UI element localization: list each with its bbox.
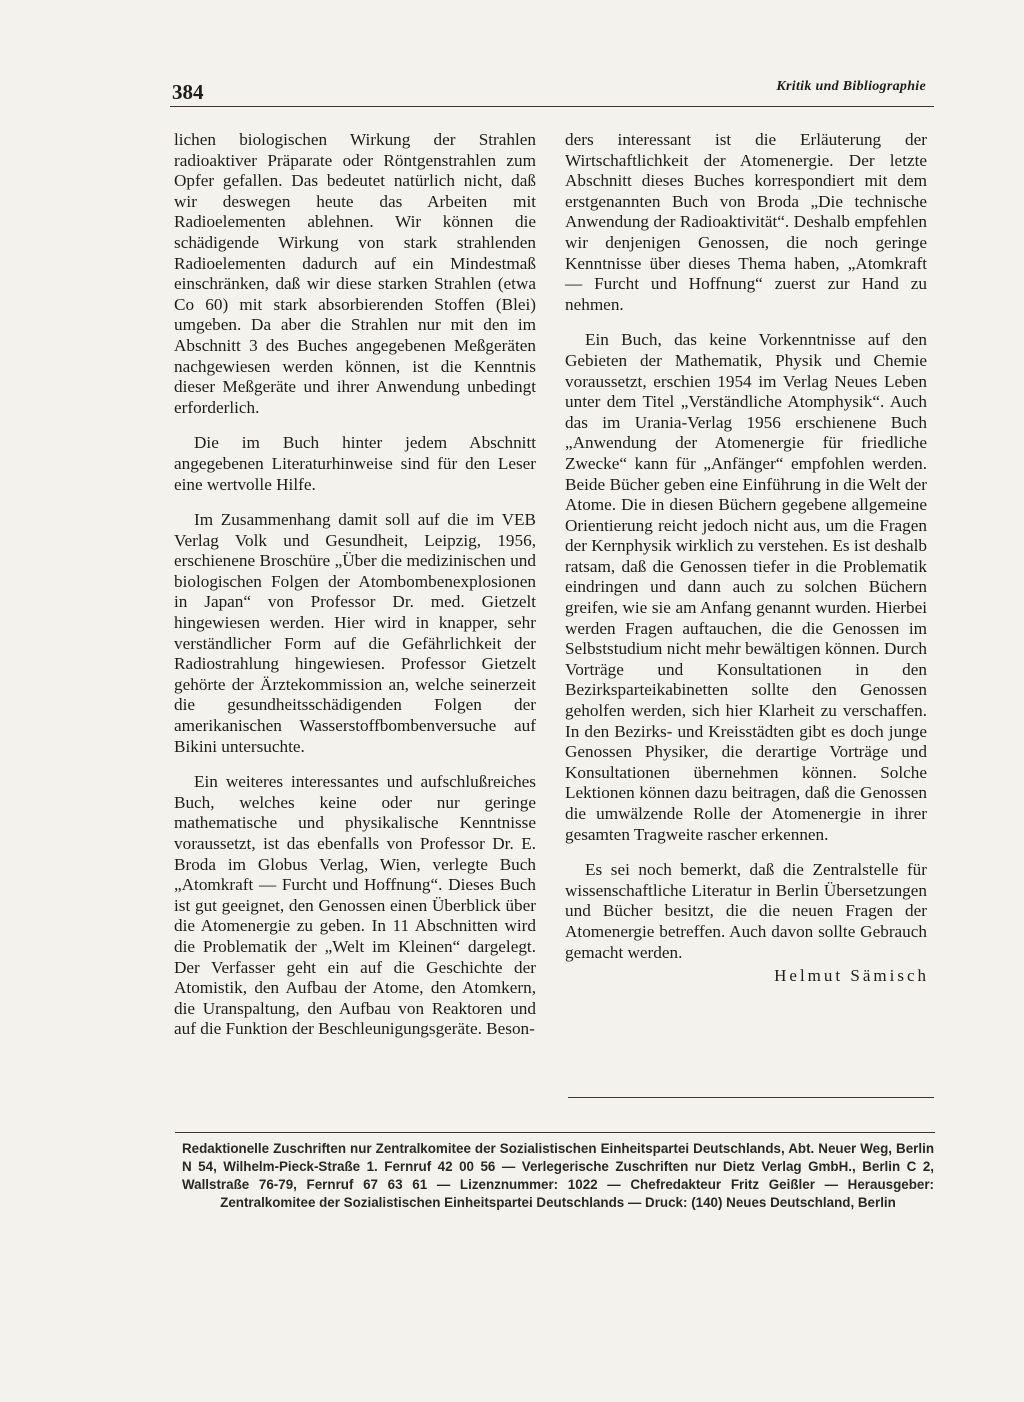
left-paragraph-1: lichen biologischen Wirkung der Strahlen radioaktiver Präparate oder Röntgenstrahlen zum Opfer gefallen. Das bedeutet natürlich nicht, daß wir deswegen heute das Arbeiten mit Radioelementen ablehnen. Wir können die schädigende Wirkung von stark strahlenden Radioelementen dadurch auf ein Mindestmaß einschränken, daß wir diese starken Strahlen (etwa Co 60) mit stark absorbierenden Stoffen (Blei) umgeben. Da aber die Strahlen nur mit den im Abschnitt 3 des Buches angegebenen Meßgeräten nachgewiesen werden können, ist die Kenntnis dieser Meßgeräte und ihrer Anwendung unbedingt erforderlich. bbox=[174, 130, 536, 417]
signature-rule bbox=[568, 1097, 934, 1098]
right-paragraph-1: ders interessant ist die Erläuterung der Wirtschaftlichkeit der Atomenergie. Der letzte Abschnitt dieses Buches korrespondiert mit dem erstgenannten Buch von Broda „Die technische Anwendung der Radioaktivität“. Deshalb empfehlen wir denjenigen Genossen, die noch geringe Kenntnisse über dieses Thema haben, „Atomkraft — Furcht und Hoffnung“ zuerst zur Hand zu nehmen. bbox=[565, 130, 927, 314]
right-paragraph-2: Ein Buch, das keine Vorkenntnisse auf den Gebieten der Mathematik, Physik und Chemie voraussetzt, erschien 1954 im Verlag Neues Leben unter dem Titel „Verständliche Atomphysik“. Auch das im Urania-Verlag 1956 erschienene Buch „Anwendung der Atomenergie für friedliche Zwecke“ kann für „Anfänger“ empfohlen werden. Beide Bücher geben eine Einführung in die Welt der Atome. Die in diesen Büchern gegebene allgemeine Orientierung reicht jedoch nicht aus, um die Fragen der Kernphysik wirklich zu verstehen. Es ist deshalb ratsam, daß die Genossen tiefer in die Problematik eindringen und dann auch zu solchen Büchern greifen, wie sie am Anfang genannt wurden. Hierbei werden Fragen auftauchen, die die Genossen im Selbststudium nicht mehr bewältigen können. Durch Vorträge und Konsultationen in den Bezirksparteikabinetten sollte den Genossen geholfen werden, sich hier Klarheit zu verschaffen. In den Bezirks- und Kreisstädten gibt es doch junge Genossen Physiker, die derartige Vorträge und Konsultationen übernehmen können. Solche Lektionen können dazu beitragen, daß die Genossen die umwälzende Rolle der Atomenergie in ihrer gesamten Tragweite rascher erkennen. bbox=[565, 330, 927, 844]
running-head: Kritik und Bibliographie bbox=[776, 79, 926, 94]
header-rule bbox=[170, 106, 934, 107]
left-column bbox=[174, 130, 536, 1055]
left-paragraph-4: Ein weiteres interessantes und aufschlußreiches Buch, welches keine oder nur geringe mathematische und physikalische Kenntnisse voraussetzt, ist das ebenfalls von Professor Dr. E. Broda im Globus Verlag, Wien, verlegte Buch „Atomkraft — Furcht und Hoffnung“. Dieses Buch ist gut geeignet, den Genossen einen Überblick über die Atomenergie zu geben. In 11 Abschnitten wird die Problematik der „Welt im Kleinen“ dargelegt. Der Verfasser geht ein auf die Geschichte der Atomistik, den Aufbau der Atome, den Atomkern, die Uranspaltung, den Aufbau von Reaktoren und auf die Funktion der Beschleunigungsgeräte. Beson- bbox=[174, 772, 536, 1039]
author-signature: Helmut Sämisch bbox=[774, 966, 929, 986]
imprint: Redaktionelle Zuschriften nur Zentralkomitee der Sozialistischen Einheitspartei Deutschlands, Abt. Neuer Weg, Berlin N 54, Wilhelm-Pieck-Straße 1. Fernruf 42 00 56 — Verlegerische Zuschriften nur Dietz Verlag GmbH., Berlin C 2, Wallstraße 76-79, Fernruf 67 63 61 — Lizenznummer: 1022 — Chefredakteur Fritz Geißler — Herausgeber: Zentralkomitee der Sozialistischen Einheitspartei Deutschlands — Druck: (140) Neues Deutschland, Berlin bbox=[182, 1141, 934, 1210]
right-paragraph-3: Es sei noch bemerkt, daß die Zentralstelle für wissenschaftliche Literatur in Berlin Übersetzungen und Bücher besitzt, die die neuen Fragen der Atomenergie betreffen. Auch davon sollte Gebrauch gemacht werden. bbox=[565, 860, 927, 962]
page-number: 384 bbox=[172, 80, 204, 104]
right-column bbox=[565, 130, 927, 987]
imprint-rule bbox=[175, 1132, 935, 1133]
left-paragraph-2: Die im Buch hinter jedem Abschnitt angegebenen Literaturhinweise sind für den Leser eine wertvolle Hilfe. bbox=[174, 433, 536, 494]
left-paragraph-3: Im Zusammenhang damit soll auf die im VEB Verlag Volk und Gesundheit, Leipzig, 1956, erschienene Broschüre „Über die medizinischen und biologischen Folgen der Atombombenexplosionen in Japan“ von Professor Dr. med. Gietzelt hingewiesen werden. Hier wird in knapper, sehr verständlicher Form auf die Gefährlichkeit der Radiostrahlung hingewiesen. Professor Gietzelt gehörte der Ärztekommission an, welche seinerzeit die gesundheitsschädigenden Folgen der amerikanischen Wasserstoffbombenversuche auf Bikini untersuchte. bbox=[174, 510, 536, 756]
